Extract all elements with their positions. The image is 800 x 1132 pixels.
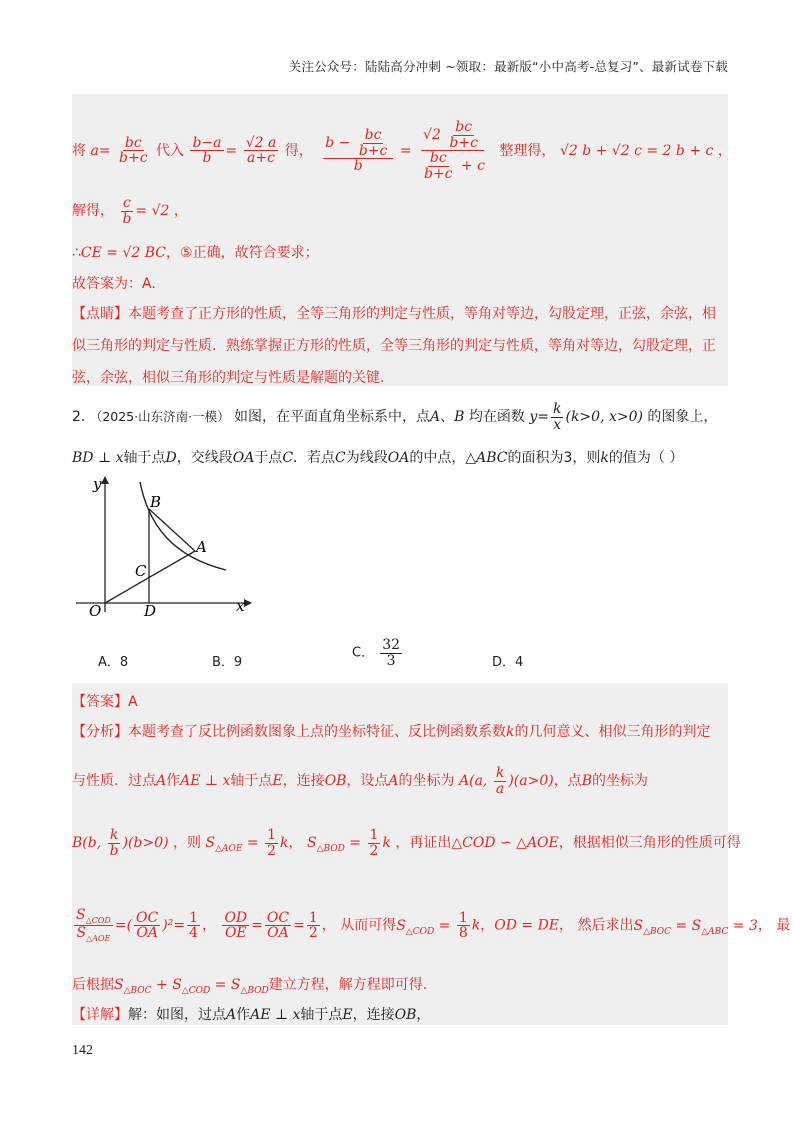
option-d[interactable]: D．4 (492, 655, 524, 670)
comment-line-2: 似三角形的判定与性质．熟练掌握正方形的性质，全等三角形的判定与性质，等角对等边，勾股定理，正 (72, 338, 716, 354)
coordinate-figure (74, 472, 264, 620)
label-x: x (236, 597, 245, 615)
comment-line-3: 弦，余弦，相似三角形的判定与性质是解题的关键. (72, 370, 385, 386)
label-C: C (135, 562, 147, 580)
option-c[interactable]: C． $\frac{32}{3}$ (352, 637, 401, 669)
label-y: y (93, 475, 102, 493)
question-condition: BD ⊥ x轴于点D，交线段OA于点C．若点C为线段OA的中点，△ABC的面积为3，则k的值为（ ） (72, 450, 684, 466)
answer-line: 故答案为：A. (72, 276, 156, 292)
analysis-line-3: B(b, $\frac{k}{b}$ )(b>0) ，则 $S_{\triangle AOE}$ = $\frac{1}{2}$ k， $S_{\triangle BOD}$ = $\frac{1}{2}$ k ，再证出△COD ∽ △AOE，根据相似三角形的性质可得 (72, 827, 741, 859)
segment-OA (105, 551, 195, 603)
option-b[interactable]: B．9 (212, 655, 243, 670)
page-number: 142 (72, 1043, 93, 1058)
label-O: O (89, 602, 102, 620)
analysis-line-5: 后根据$S_{\triangle BOC} + S_{\triangle COD} = S_{\triangle BOD}$建立方程，解方程即可得. (72, 977, 428, 996)
page-header: 关注公众号：陆陆高分冲刺 ~领取：最新版“小中高考-总复习”、最新试卷下载 (288, 59, 728, 74)
comment-line-1: 【点睛】本题考查了正方形的性质，全等三角形的判定与性质，等角对等边，勾股定理，正弦，余弦，相 (72, 306, 716, 322)
substitution-line: 将 a= $\frac{bc}{b+c}$ 代入 $\frac{b-a}{b}$ = $\frac{√2 a}{a+c}$ 得， b − $\frac{bc}{b+c}$ b = √2 $\frac{bc}{b+c}$ $\frac{bc}{b+c}$ + c 整理得， √2 b + √2 c = 2 b + c ， (72, 119, 732, 183)
y-axis-arrow (101, 476, 109, 484)
answer-tag-line: 【答案】A (72, 694, 138, 710)
label-A: A (196, 538, 207, 556)
result-line: 解得， $\frac{c}{b}$ = √2 ， (72, 195, 188, 227)
analysis-line-2: 与性质．过点A作AE ⊥ x轴于点E，连接OB，设点A的坐标为 A(a, $\frac{k}{a}$ )(a>0)，点B的坐标为 (72, 765, 648, 797)
conclusion-line: ∴CE = √2 BC，⑤正确，故符合要求； (72, 245, 319, 261)
analysis-line-1: 【分析】本题考查了反比例函数图象上点的坐标特征、反比例函数系数k的几何意义、相似三角形的判定 (72, 724, 711, 740)
option-a[interactable]: A．8 (98, 655, 129, 670)
label-D: D (144, 602, 157, 620)
segment-BA (149, 509, 195, 551)
analysis-line-4: $\frac{S_{\triangle COD}}{S_{\triangle AOE}}$ =( $\frac{OC}{OA}$ )²= $\frac{1}{4}$ ， $\frac{OD}{OE}$ = $\frac{OC}{OA}$ = $\frac{1}{2}$ ， 从而可得$S_{\triangle COD}$ = $\frac{1}{8}$ k，OD = DE， 然后求出$S_{\triangle BOC} = S_{\triangle ABC} = 3$， 最 (76, 907, 791, 943)
x-axis-arrow (244, 599, 252, 607)
detail-line: 【详解】解：如图，过点A作AE ⊥ x轴于点E，连接OB， (72, 1007, 431, 1023)
label-B: B (150, 493, 162, 511)
question-stem: 2. （2025·山东济南·一模） 如图，在平面直角坐标系中，点A、B 均在函数 y= $\frac{k}{x}$ (k>0, x>0) 的图象上， (72, 401, 718, 433)
